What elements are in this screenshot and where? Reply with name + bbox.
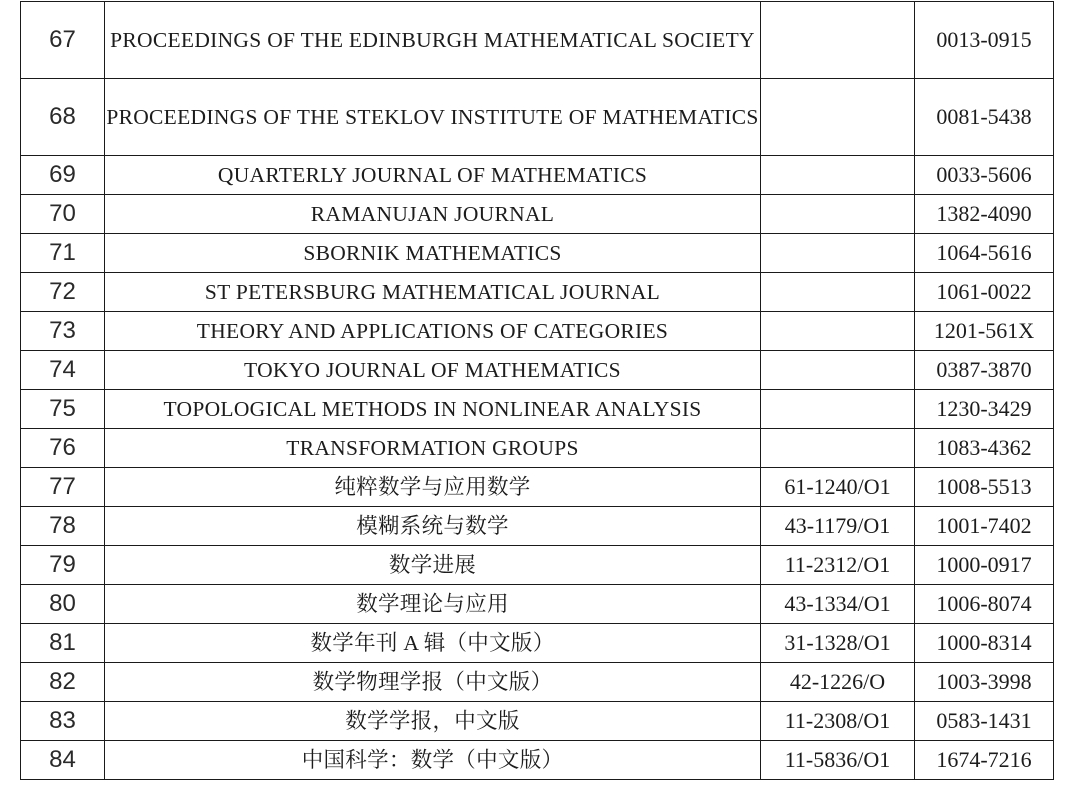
cn-number [761, 79, 915, 156]
table-row [21, 741, 1054, 780]
table-row [21, 234, 1054, 273]
cn-number: 11-2308/O1 [761, 702, 915, 741]
table-body [21, 2, 1054, 780]
row-number: 72 [21, 273, 105, 312]
issn: 0387-3870 [915, 351, 1054, 390]
journal-title: PROCEEDINGS OF THE STEKLOV INSTITUTE OF MATHEMATICS [105, 79, 761, 156]
issn: 0013-0915 [915, 2, 1054, 79]
journal-title: THEORY AND APPLICATIONS OF CATEGORIES [105, 312, 761, 351]
journal-title: TOKYO JOURNAL OF MATHEMATICS [105, 351, 761, 390]
cn-number [761, 195, 915, 234]
table-row [21, 2, 1054, 79]
cn-number: 43-1334/O1 [761, 585, 915, 624]
cn-number [761, 312, 915, 351]
issn: 1008-5513 [915, 468, 1054, 507]
row-number: 81 [21, 624, 105, 663]
table-row [21, 585, 1054, 624]
table-row [21, 624, 1054, 663]
cn-number [761, 2, 915, 79]
cn-number: 42-1226/O [761, 663, 915, 702]
table-row [21, 312, 1054, 351]
cn-number [761, 234, 915, 273]
issn: 1064-5616 [915, 234, 1054, 273]
issn: 1001-7402 [915, 507, 1054, 546]
journal-title: 数学进展 [105, 546, 761, 585]
row-number: 79 [21, 546, 105, 585]
issn: 1006-8074 [915, 585, 1054, 624]
cn-number [761, 390, 915, 429]
journal-title: 数学学报，中文版 [105, 702, 761, 741]
row-number: 74 [21, 351, 105, 390]
row-number: 76 [21, 429, 105, 468]
row-number: 80 [21, 585, 105, 624]
table-row [21, 351, 1054, 390]
cn-number [761, 351, 915, 390]
journal-title: SBORNIK MATHEMATICS [105, 234, 761, 273]
table-row [21, 468, 1054, 507]
row-number: 69 [21, 156, 105, 195]
row-number: 82 [21, 663, 105, 702]
row-number: 68 [21, 79, 105, 156]
cn-number: 43-1179/O1 [761, 507, 915, 546]
journal-title: 中国科学：数学（中文版） [105, 741, 761, 780]
issn: 1000-8314 [915, 624, 1054, 663]
cn-number [761, 429, 915, 468]
issn: 0033-5606 [915, 156, 1054, 195]
issn: 1083-4362 [915, 429, 1054, 468]
row-number: 70 [21, 195, 105, 234]
journal-table [20, 1, 1054, 780]
row-number: 71 [21, 234, 105, 273]
journal-title: 纯粹数学与应用数学 [105, 468, 761, 507]
table-row [21, 195, 1054, 234]
row-number: 75 [21, 390, 105, 429]
issn: 1201-561X [915, 312, 1054, 351]
journal-title: RAMANUJAN JOURNAL [105, 195, 761, 234]
issn: 0081-5438 [915, 79, 1054, 156]
journal-title: 数学年刊 A 辑（中文版） [105, 624, 761, 663]
journal-title: 数学理论与应用 [105, 585, 761, 624]
table-row [21, 702, 1054, 741]
issn: 1003-3998 [915, 663, 1054, 702]
table-row [21, 79, 1054, 156]
table-row [21, 429, 1054, 468]
table-row [21, 156, 1054, 195]
journal-title: PROCEEDINGS OF THE EDINBURGH MATHEMATICAL SOCIETY [105, 2, 761, 79]
table-row [21, 663, 1054, 702]
issn: 0583-1431 [915, 702, 1054, 741]
cn-number: 11-2312/O1 [761, 546, 915, 585]
cn-number: 11-5836/O1 [761, 741, 915, 780]
journal-title: TOPOLOGICAL METHODS IN NONLINEAR ANALYSIS [105, 390, 761, 429]
row-number: 77 [21, 468, 105, 507]
issn: 1061-0022 [915, 273, 1054, 312]
journal-title: QUARTERLY JOURNAL OF MATHEMATICS [105, 156, 761, 195]
cn-number [761, 273, 915, 312]
row-number: 78 [21, 507, 105, 546]
issn: 1674-7216 [915, 741, 1054, 780]
journal-title: ST PETERSBURG MATHEMATICAL JOURNAL [105, 273, 761, 312]
journal-title: 数学物理学报（中文版） [105, 663, 761, 702]
journal-title: 模糊系统与数学 [105, 507, 761, 546]
cn-number: 31-1328/O1 [761, 624, 915, 663]
row-number: 73 [21, 312, 105, 351]
table-row [21, 507, 1054, 546]
row-number: 83 [21, 702, 105, 741]
cn-number [761, 156, 915, 195]
cn-number: 61-1240/O1 [761, 468, 915, 507]
journal-title: TRANSFORMATION GROUPS [105, 429, 761, 468]
issn: 1382-4090 [915, 195, 1054, 234]
table-row [21, 546, 1054, 585]
issn: 1000-0917 [915, 546, 1054, 585]
table-row [21, 390, 1054, 429]
table-row [21, 273, 1054, 312]
issn: 1230-3429 [915, 390, 1054, 429]
row-number: 67 [21, 2, 105, 79]
row-number: 84 [21, 741, 105, 780]
